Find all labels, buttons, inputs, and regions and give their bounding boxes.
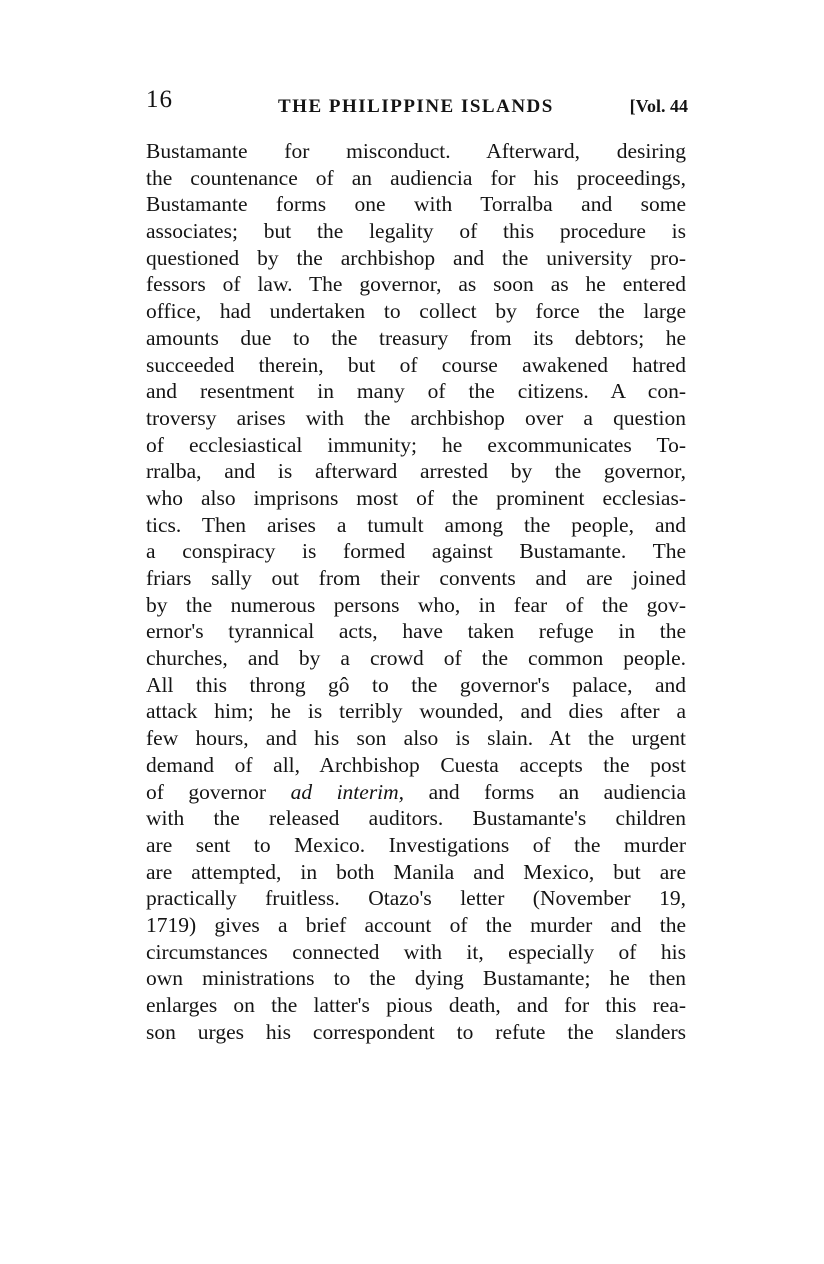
text-line: Bustamante for misconduct. Afterward, desiring	[146, 139, 686, 163]
text-line: office, had undertaken to collect by force the large	[146, 299, 686, 324]
text-line-italic	[146, 779, 686, 806]
text-fragment: of governor	[146, 779, 291, 804]
text-line: succeeded therein, but of course awakened hatred	[146, 352, 686, 377]
italic-phrase: ad interim,	[290, 779, 405, 804]
text-line: Bustamante forms one with Torralba and some	[146, 192, 686, 217]
text-line: churches, and by a crowd of the common people.	[146, 646, 686, 671]
page-number: 16	[146, 86, 173, 113]
text-line: and resentment in many of the citizens. A con-	[146, 379, 686, 404]
text-line: fessors of law. The governor, as soon as he entered	[146, 272, 686, 297]
text-line: son urges his correspondent to refute the slanders	[146, 1019, 686, 1044]
text-line: own ministrations to the dying Bustamante; he then	[146, 966, 686, 991]
text-line: demand of all, Archbishop Cuesta accepts the post	[146, 752, 686, 777]
text-line: circumstances connected with it, especially of his	[146, 939, 686, 964]
text-line: few hours, and his son also is slain. At the urgent	[146, 726, 686, 751]
text-line: tics. Then arises a tumult among the people, and	[146, 512, 686, 537]
text-line: the countenance of an audiencia for his proceedings,	[146, 165, 686, 190]
text-line: who also imprisons most of the prominent ecclesias-	[146, 485, 686, 510]
text-line: friars sally out from their convents and are joined	[146, 566, 686, 590]
text-line: All this throng gô to the governor's palace, and	[146, 672, 686, 697]
body-text	[146, 138, 686, 1045]
text-line: enlarges on the latter's pious death, and for this rea-	[146, 993, 686, 1017]
volume-label: [Vol. 44	[629, 96, 688, 116]
text-line: are attempted, in both Manila and Mexico, but are	[146, 859, 686, 884]
text-line: amounts due to the treasury from its debtors; he	[146, 325, 686, 350]
text-line: are sent to Mexico. Investigations of the murder	[146, 832, 686, 857]
text-line: 1719) gives a brief account of the murder and the	[146, 912, 686, 937]
text-line: of ecclesiastical immunity; he excommunicates To-	[146, 432, 686, 457]
text-fragment: and forms an audiencia	[404, 779, 686, 804]
text-line: rralba, and is afterward arrested by the governor,	[146, 459, 686, 484]
text-line: with the released auditors. Bustamante's children	[146, 806, 686, 831]
page-header	[146, 86, 692, 120]
text-line: questioned by the archbishop and the university pro-	[146, 245, 686, 270]
text-line: attack him; he is terribly wounded, and dies after a	[146, 699, 686, 724]
text-line: a conspiracy is formed against Bustamante. The	[146, 539, 686, 564]
text-line: ernor's tyrannical acts, have taken refuge in the	[146, 619, 686, 644]
text-line: associates; but the legality of this procedure is	[146, 219, 686, 244]
text-line: troversy arises with the archbishop over a question	[146, 405, 686, 430]
running-title: THE PHILIPPINE ISLANDS	[278, 96, 554, 117]
text-line: practically fruitless. Otazo's letter (November 19,	[146, 886, 686, 911]
text-line: by the numerous persons who, in fear of the gov-	[146, 592, 686, 617]
